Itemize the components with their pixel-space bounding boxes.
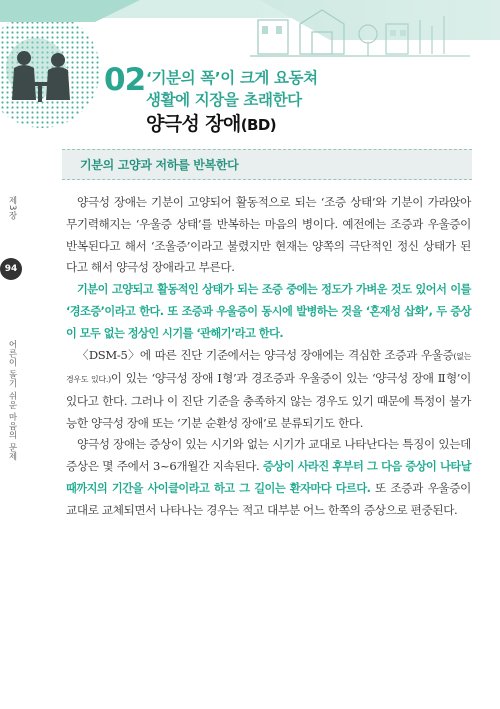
paragraph-4-part-a: 양극성 장애는 증상이 있는 시기와 없는 시기가 교대로 나타난다는 특징이 있는데 증상은 몇 주에서 3~6개월간 지속된다.: [66, 437, 471, 474]
paragraph-3-part-b: 이 있는 ‘양극성 장애 Ⅰ형’과 경조증과 우울증이 있는 ‘양극성 장애 Ⅱ형’이 있다고 한다. 그러나 이 진단 기준을 충족하지 않는 경우도 있기 때문에 특정이 불가능한 양극성 장애 또는 ‘기분 순환성 장애’로 분류되기도 한다.: [66, 370, 471, 430]
paragraph-1: 양극성 장애는 기분이 고양되어 활동적으로 되는 ‘조증 상태’와 기분이 가라앉아 무기력해지는 ‘우울증 상태’를 반복하는 마음의 병이다. 예전에는 조증과 우울증이 반복된다고 해서 ‘조울증’이라고 불렸지만 현재는 양쪽의 극단적인 정신 상태가 된다고 해서 양극성 장애라고 부른다.: [66, 195, 471, 275]
side-chapter-label: 제3장: [7, 196, 17, 220]
highlight-paragraph: 기분이 고양되고 활동적인 상태가 되는 조증 중에는 정도가 가벼운 것도 있어서 이를 ‘경조증’이라고 한다. 또 조증과 우울증이 동시에 발병하는 것을 ‘혼재성 삽화’, 두 증상이 모두 없는 정상인 시기를 ‘관해기’라고 한다.: [66, 283, 471, 341]
disorder-name: 양극성 장애: [146, 113, 241, 135]
section-heading: 기분의 고양과 저하를 반복한다: [80, 158, 239, 172]
section-title-line2: 생활에 지장을 초래한다: [146, 91, 302, 109]
paragraph-4: [66, 434, 471, 521]
paragraph-3: [66, 345, 471, 434]
paragraph-4-highlight: 증상이 사라진 후부터 그 다음 증상이 나타날 때까지의 기간을 사이클이라고 하고 그 길이는 환자마다 다르다.: [66, 460, 471, 495]
side-book-title: 어른이 돌기 쉬운 마음의 문제: [7, 340, 17, 461]
page-number-badge: 94: [0, 258, 22, 280]
paragraph-3-part-a: 〈DSM-5〉에 따른 진단 기준에서는 양극성 장애에는 격심한 조증과 우울증: [77, 348, 454, 363]
section-heading-box: [62, 149, 472, 180]
section-title-line1: ‘기분의 폭’이 크게 요동쳐: [146, 69, 318, 87]
paragraph-3-note: (없는 경우도 있다.): [66, 352, 471, 384]
body-text: [66, 192, 471, 522]
disorder-abbreviation: (BD): [240, 116, 276, 134]
disorder-title: [146, 109, 276, 136]
paragraph-4-part-b: 또 조증과 우울증이 교대로 교체되면서 나타나는 경우는 적고 대부분 어느 한쪽의 증상으로 편중된다.: [66, 480, 471, 517]
chapter-number: 02: [104, 62, 146, 98]
